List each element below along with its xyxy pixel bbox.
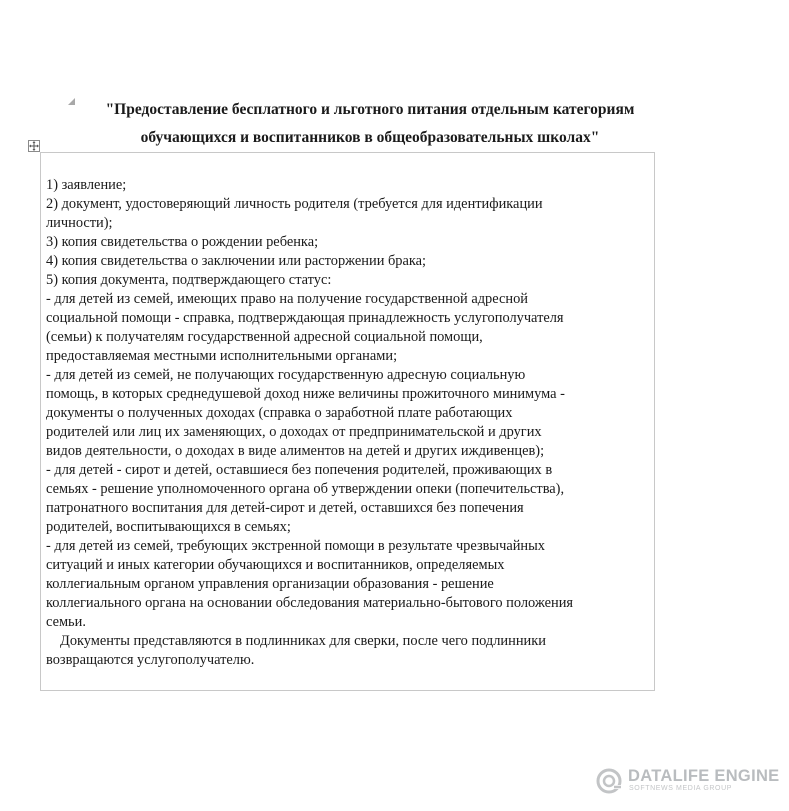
datalife-engine-watermark [596,766,780,800]
body-line: личности); [46,215,113,231]
body-line: помощь, в которых среднедушевой доход ниже величины прожиточного минимума - [46,386,565,402]
body-line: - для детей из семей, требующих экстренной помощи в результате чрезвычайных [46,538,545,554]
body-line: Документы представляются в подлинниках для сверки, после чего подлинники [60,633,546,649]
title-line-2: обучающихся и воспитанников в общеобразовательных школах" [140,129,600,146]
body-line: коллегиальным органом управления организации образования - решение [46,576,494,592]
body-line: социальной помощи - справка, подтверждающая принадлежность услугополучателя [46,310,564,326]
document-title [70,96,670,152]
document-body [46,176,652,670]
body-line: 1) заявление; [46,177,127,193]
body-line: видов деятельности, о доходах в виде алиментов на детей и других иждивенцев); [46,443,545,459]
body-line: документы о полученных доходах (справка о заработной плате работающих [46,405,513,421]
body-line: семьи. [46,614,86,630]
body-line: предоставляемая местными исполнительными органами; [46,348,398,364]
body-line: 3) копия свидетельства о рождении ребенка; [46,234,319,250]
body-line: - для детей из семей, не получающих государственную адресную социальную [46,367,526,383]
body-line: семьях - решение уполномоченного органа об утверждении опеки (попечительства), [46,481,565,497]
watermark-name: DATALIFE ENGINE [628,767,780,785]
body-line: - для детей из семей, имеющих право на получение государственной адресной [46,291,528,307]
body-line: возвращаются услугополучателю. [46,652,255,668]
body-line: 4) копия свидетельства о заключении или расторжении брака; [46,253,427,269]
datalife-logo-icon [596,768,622,794]
body-line: патронатного воспитания для детей-сирот и детей, оставшихся без попечения [46,500,524,516]
title-line-1: "Предоставление бесплатного и льготного питания отдельным категориям [105,101,635,118]
watermark-subtitle: SOFTNEWS MEDIA GROUP [629,785,733,792]
body-line: 2) документ, удостоверяющий личность родителя (требуется для идентификации [46,196,543,212]
body-line: (семьи) к получателям государственной адресной социальной помощи, [46,329,483,345]
body-line: 5) копия документа, подтверждающего статус: [46,272,332,288]
body-line: - для детей - сирот и детей, оставшиеся без попечения родителей, проживающих в [46,462,553,478]
body-line: родителей, воспитывающихся в семьях; [46,519,291,535]
body-line: ситуаций и иных категории обучающихся и воспитанников, определяемых [46,557,505,573]
move-icon[interactable] [28,140,40,152]
body-line: родителей или лиц их заменяющих, о доходах от предпринимательской и других [46,424,542,440]
body-line: коллегиального органа на основании обследования материально-бытового положения [46,595,574,611]
